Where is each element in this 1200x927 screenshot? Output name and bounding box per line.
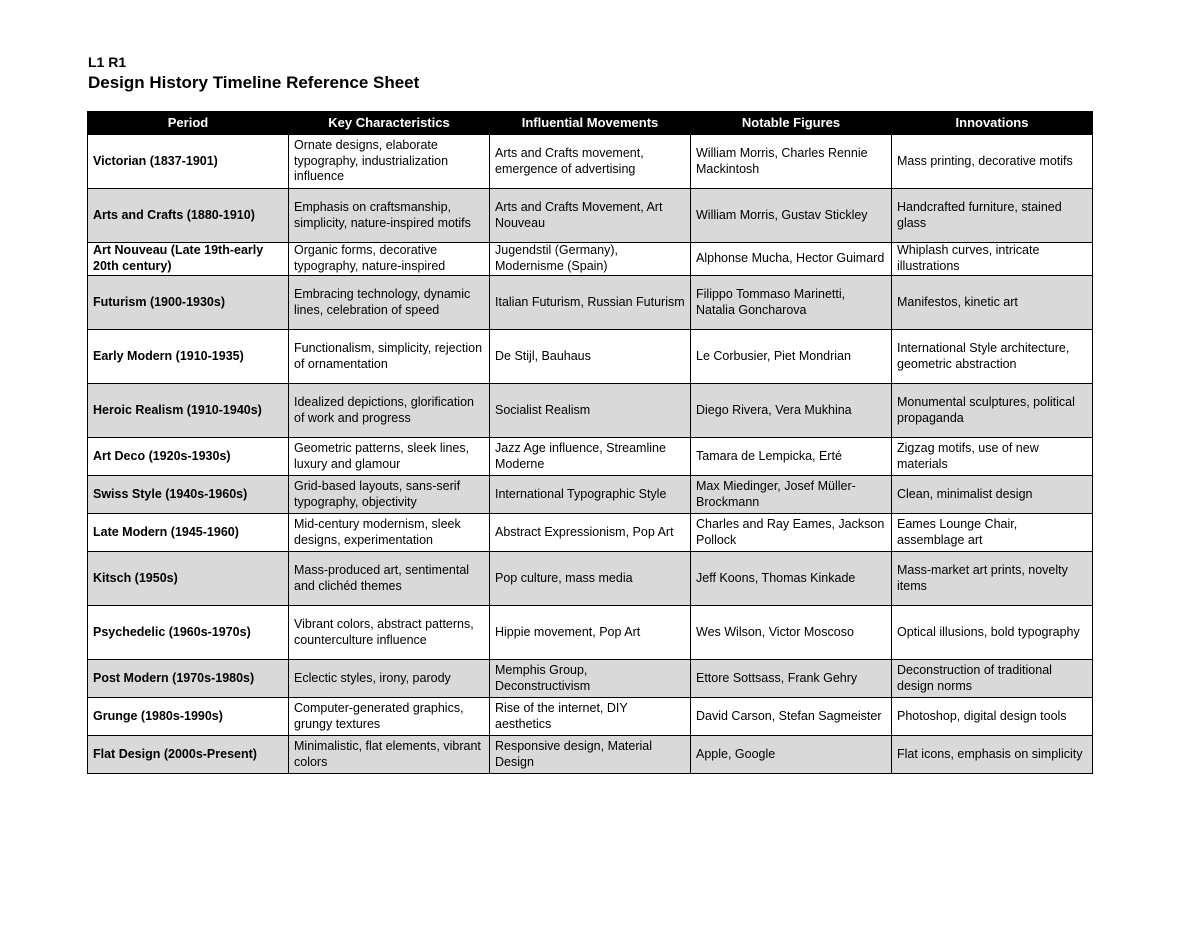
characteristics-cell: Mid-century modernism, sleek designs, experimentation — [289, 514, 490, 552]
movements-cell: De Stijl, Bauhaus — [490, 330, 691, 384]
figures-cell: William Morris, Charles Rennie Mackintosh — [691, 135, 892, 189]
movements-cell: Jugendstil (Germany), Modernisme (Spain) — [490, 243, 691, 276]
document-header — [88, 54, 419, 94]
movements-cell: Italian Futurism, Russian Futurism — [490, 276, 691, 330]
movements-cell: International Typographic Style — [490, 476, 691, 514]
table-row — [88, 243, 1093, 276]
movements-cell: Arts and Crafts Movement, Art Nouveau — [490, 189, 691, 243]
movements-cell: Pop culture, mass media — [490, 552, 691, 606]
innovations-cell: Zigzag motifs, use of new materials — [892, 438, 1093, 476]
figures-cell: Wes Wilson, Victor Moscoso — [691, 606, 892, 660]
movements-cell: Rise of the internet, DIY aesthetics — [490, 698, 691, 736]
table-row — [88, 514, 1093, 552]
movements-cell: Hippie movement, Pop Art — [490, 606, 691, 660]
table-row — [88, 135, 1093, 189]
table-row — [88, 330, 1093, 384]
figures-cell: Max Miedinger, Josef Müller-Brockmann — [691, 476, 892, 514]
period-cell: Heroic Realism (1910-1940s) — [88, 384, 289, 438]
period-cell: Psychedelic (1960s-1970s) — [88, 606, 289, 660]
characteristics-cell: Organic forms, decorative typography, nature-inspired — [289, 243, 490, 276]
characteristics-cell: Mass-produced art, sentimental and clichéd themes — [289, 552, 490, 606]
movements-cell: Socialist Realism — [490, 384, 691, 438]
characteristics-cell: Eclectic styles, irony, parody — [289, 660, 490, 698]
header-notable-figures: Notable Figures — [691, 112, 892, 135]
header-period: Period — [88, 112, 289, 135]
figures-cell: Jeff Koons, Thomas Kinkade — [691, 552, 892, 606]
table-row — [88, 736, 1093, 774]
characteristics-cell: Embracing technology, dynamic lines, celebration of speed — [289, 276, 490, 330]
figures-cell: David Carson, Stefan Sagmeister — [691, 698, 892, 736]
header-influential-movements: Influential Movements — [490, 112, 691, 135]
characteristics-cell: Geometric patterns, sleek lines, luxury and glamour — [289, 438, 490, 476]
figures-cell: Tamara de Lempicka, Erté — [691, 438, 892, 476]
movements-cell: Jazz Age influence, Streamline Moderne — [490, 438, 691, 476]
table-row — [88, 660, 1093, 698]
period-cell: Early Modern (1910-1935) — [88, 330, 289, 384]
timeline-table — [87, 111, 1093, 774]
figures-cell: Diego Rivera, Vera Mukhina — [691, 384, 892, 438]
table-row — [88, 698, 1093, 736]
table-header-row — [88, 112, 1093, 135]
period-cell: Post Modern (1970s-1980s) — [88, 660, 289, 698]
period-cell: Kitsch (1950s) — [88, 552, 289, 606]
table-row — [88, 476, 1093, 514]
innovations-cell: Handcrafted furniture, stained glass — [892, 189, 1093, 243]
innovations-cell: Flat icons, emphasis on simplicity — [892, 736, 1093, 774]
characteristics-cell: Computer-generated graphics, grungy textures — [289, 698, 490, 736]
characteristics-cell: Emphasis on craftsmanship, simplicity, nature-inspired motifs — [289, 189, 490, 243]
characteristics-cell: Minimalistic, flat elements, vibrant colors — [289, 736, 490, 774]
innovations-cell: Mass printing, decorative motifs — [892, 135, 1093, 189]
period-cell: Swiss Style (1940s-1960s) — [88, 476, 289, 514]
characteristics-cell: Vibrant colors, abstract patterns, counterculture influence — [289, 606, 490, 660]
header-innovations: Innovations — [892, 112, 1093, 135]
movements-cell: Memphis Group, Deconstructivism — [490, 660, 691, 698]
period-cell: Late Modern (1945-1960) — [88, 514, 289, 552]
table-row — [88, 552, 1093, 606]
figures-cell: Alphonse Mucha, Hector Guimard — [691, 243, 892, 276]
period-cell: Art Deco (1920s-1930s) — [88, 438, 289, 476]
table-row — [88, 438, 1093, 476]
table-row — [88, 384, 1093, 438]
characteristics-cell: Functionalism, simplicity, rejection of ornamentation — [289, 330, 490, 384]
innovations-cell: Photoshop, digital design tools — [892, 698, 1093, 736]
period-cell: Victorian (1837-1901) — [88, 135, 289, 189]
movements-cell: Abstract Expressionism, Pop Art — [490, 514, 691, 552]
innovations-cell: Optical illusions, bold typography — [892, 606, 1093, 660]
period-cell: Futurism (1900-1930s) — [88, 276, 289, 330]
period-cell: Grunge (1980s-1990s) — [88, 698, 289, 736]
figures-cell: William Morris, Gustav Stickley — [691, 189, 892, 243]
figures-cell: Charles and Ray Eames, Jackson Pollock — [691, 514, 892, 552]
figures-cell: Le Corbusier, Piet Mondrian — [691, 330, 892, 384]
innovations-cell: Whiplash curves, intricate illustrations — [892, 243, 1093, 276]
table-row — [88, 276, 1093, 330]
period-cell: Flat Design (2000s-Present) — [88, 736, 289, 774]
movements-cell: Responsive design, Material Design — [490, 736, 691, 774]
header-key-characteristics: Key Characteristics — [289, 112, 490, 135]
movements-cell: Arts and Crafts movement, emergence of advertising — [490, 135, 691, 189]
innovations-cell: Eames Lounge Chair, assemblage art — [892, 514, 1093, 552]
innovations-cell: Monumental sculptures, political propaganda — [892, 384, 1093, 438]
table-row — [88, 189, 1093, 243]
document-label: L1 R1 — [88, 54, 127, 70]
table-row — [88, 606, 1093, 660]
period-cell: Art Nouveau (Late 19th-early 20th century) — [88, 243, 289, 276]
characteristics-cell: Ornate designs, elaborate typography, industrialization influence — [289, 135, 490, 189]
period-cell: Arts and Crafts (1880-1910) — [88, 189, 289, 243]
figures-cell: Filippo Tommaso Marinetti, Natalia Goncharova — [691, 276, 892, 330]
innovations-cell: Mass-market art prints, novelty items — [892, 552, 1093, 606]
innovations-cell: International Style architecture, geometric abstraction — [892, 330, 1093, 384]
characteristics-cell: Grid-based layouts, sans-serif typography, objectivity — [289, 476, 490, 514]
characteristics-cell: Idealized depictions, glorification of work and progress — [289, 384, 490, 438]
figures-cell: Ettore Sottsass, Frank Gehry — [691, 660, 892, 698]
figures-cell: Apple, Google — [691, 736, 892, 774]
innovations-cell: Manifestos, kinetic art — [892, 276, 1093, 330]
document-title: Design History Timeline Reference Sheet — [88, 73, 420, 92]
table-body — [88, 135, 1093, 774]
innovations-cell: Clean, minimalist design — [892, 476, 1093, 514]
innovations-cell: Deconstruction of traditional design norms — [892, 660, 1093, 698]
